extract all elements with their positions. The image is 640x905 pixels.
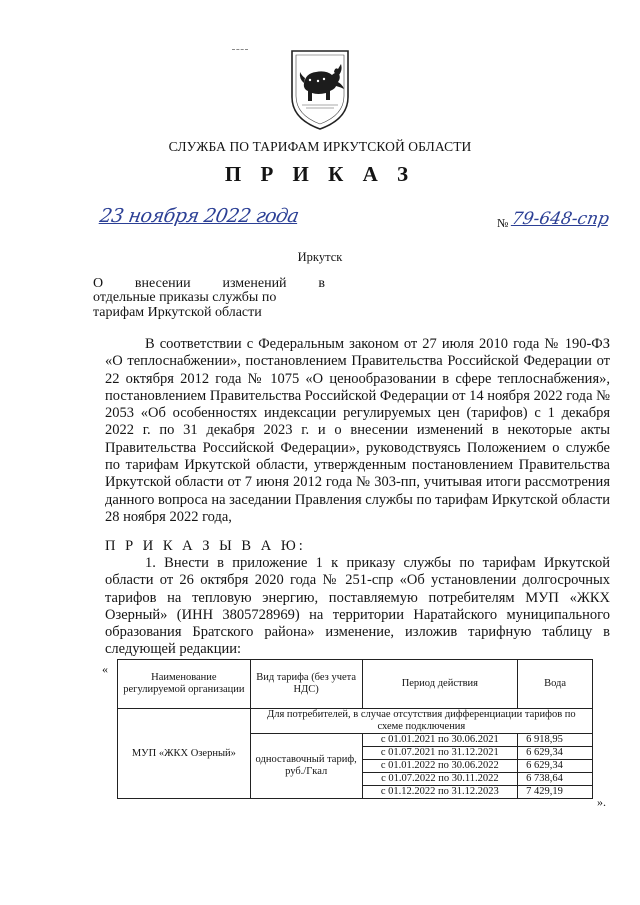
- subject-word: изменений: [222, 276, 287, 291]
- period-cell: с 01.07.2021 по 31.12.2021: [362, 747, 518, 760]
- header-period: Период действия: [362, 660, 518, 709]
- table-open-quote: «: [102, 662, 108, 676]
- period-cell: с 01.12.2022 по 31.12.2023: [362, 786, 518, 799]
- order-item-1: 1. Внести в приложение 1 к приказу службы по тарифам Иркутской области от 26 октября 2020 года № 251-спр «Об установлении долгосрочных тарифов на тепловую энергию, поставляемую потребителям МУП «ЖКХ Озерный» (ИНН 3805728969) на территории Наратайского муниципального образования Братского района» изменение, изложив тарифную таблицу в следующей редакции:: [105, 555, 610, 658]
- preamble-block: [105, 336, 610, 526]
- period-cell: с 01.01.2022 по 30.06.2022: [362, 760, 518, 773]
- period-cell: с 01.07.2022 по 30.11.2022: [362, 773, 518, 786]
- table-close-quote: ».: [597, 795, 606, 809]
- subject-line-3: тарифам Иркутской области: [93, 305, 262, 320]
- subject-line-1: [93, 276, 325, 291]
- value-cell: 6 738,64: [518, 773, 593, 786]
- header-tariff-type: Вид тарифа (без учета НДС): [250, 660, 362, 709]
- value-cell: 6 918,95: [518, 734, 593, 747]
- table-row: [118, 709, 593, 734]
- consumer-note-cell: Для потребителей, в случае отсутствия дифференциации тарифов по схеме подключения: [250, 709, 592, 734]
- handwritten-order-number: 79-648-спр: [510, 209, 611, 229]
- preamble-paragraph: В соответствии с Федеральным законом от 27 июля 2010 года № 190-ФЗ «О теплоснабжении», постановлением Правительства Российской Федерации от 22 октября 2012 года № 1075 «О ценообразовании в сфере теплоснабжения», постановлением Правительства Российской Федерации от 14 ноября 2022 года № 2053 «Об особенностях индексации регулируемых цен (тарифов) с 1 декабря 2022 г. по 31 декабря 2023 г. и о внесении изменений в некоторые акты Правительства Российской Федерации», руководствуясь Положением о службе по тарифам Иркутской области, утвержденным постановлением Правительства Иркутской области от 7 июня 2012 года № 303-пп, учитывая итоги рассмотрения данного вопроса на заседании Правления службы по тарифам Иркутской области 28 ноября 2022 года,: [105, 336, 610, 525]
- handwritten-date: 23 ноября 2022 года: [98, 205, 301, 227]
- table-header-row: [118, 660, 593, 709]
- value-cell: 6 629,34: [518, 747, 593, 760]
- period-cell: с 01.01.2021 по 30.06.2021: [362, 734, 518, 747]
- order-number-prefix: №: [497, 216, 509, 230]
- subject-word: в: [318, 276, 325, 291]
- order-directive-heading: П Р И К А З Ы В А Ю:: [105, 538, 306, 554]
- subject-line-2: отдельные приказы службы по: [93, 290, 277, 305]
- subject-word: внесении: [134, 276, 191, 291]
- tariff-type-cell: одноставочный тариф, руб./Гкал: [250, 734, 362, 799]
- org-name-cell: МУП «ЖКХ Озерный»: [118, 709, 251, 799]
- tariff-table: [117, 659, 593, 799]
- city-name: Иркутск: [297, 250, 343, 264]
- scan-mark: [232, 49, 248, 50]
- header-water: Вода: [518, 660, 593, 709]
- agency-name: СЛУЖБА ПО ТАРИФАМ ИРКУТСКОЙ ОБЛАСТИ: [168, 139, 472, 154]
- coat-of-arms-emblem: [286, 45, 354, 133]
- value-cell: 7 429,19: [518, 786, 593, 799]
- value-cell: 6 629,34: [518, 760, 593, 773]
- header-org: Наименование регулируемой организации: [118, 660, 251, 709]
- document-type-title: П Р И К А З: [224, 162, 416, 186]
- subject-word: О: [93, 276, 104, 291]
